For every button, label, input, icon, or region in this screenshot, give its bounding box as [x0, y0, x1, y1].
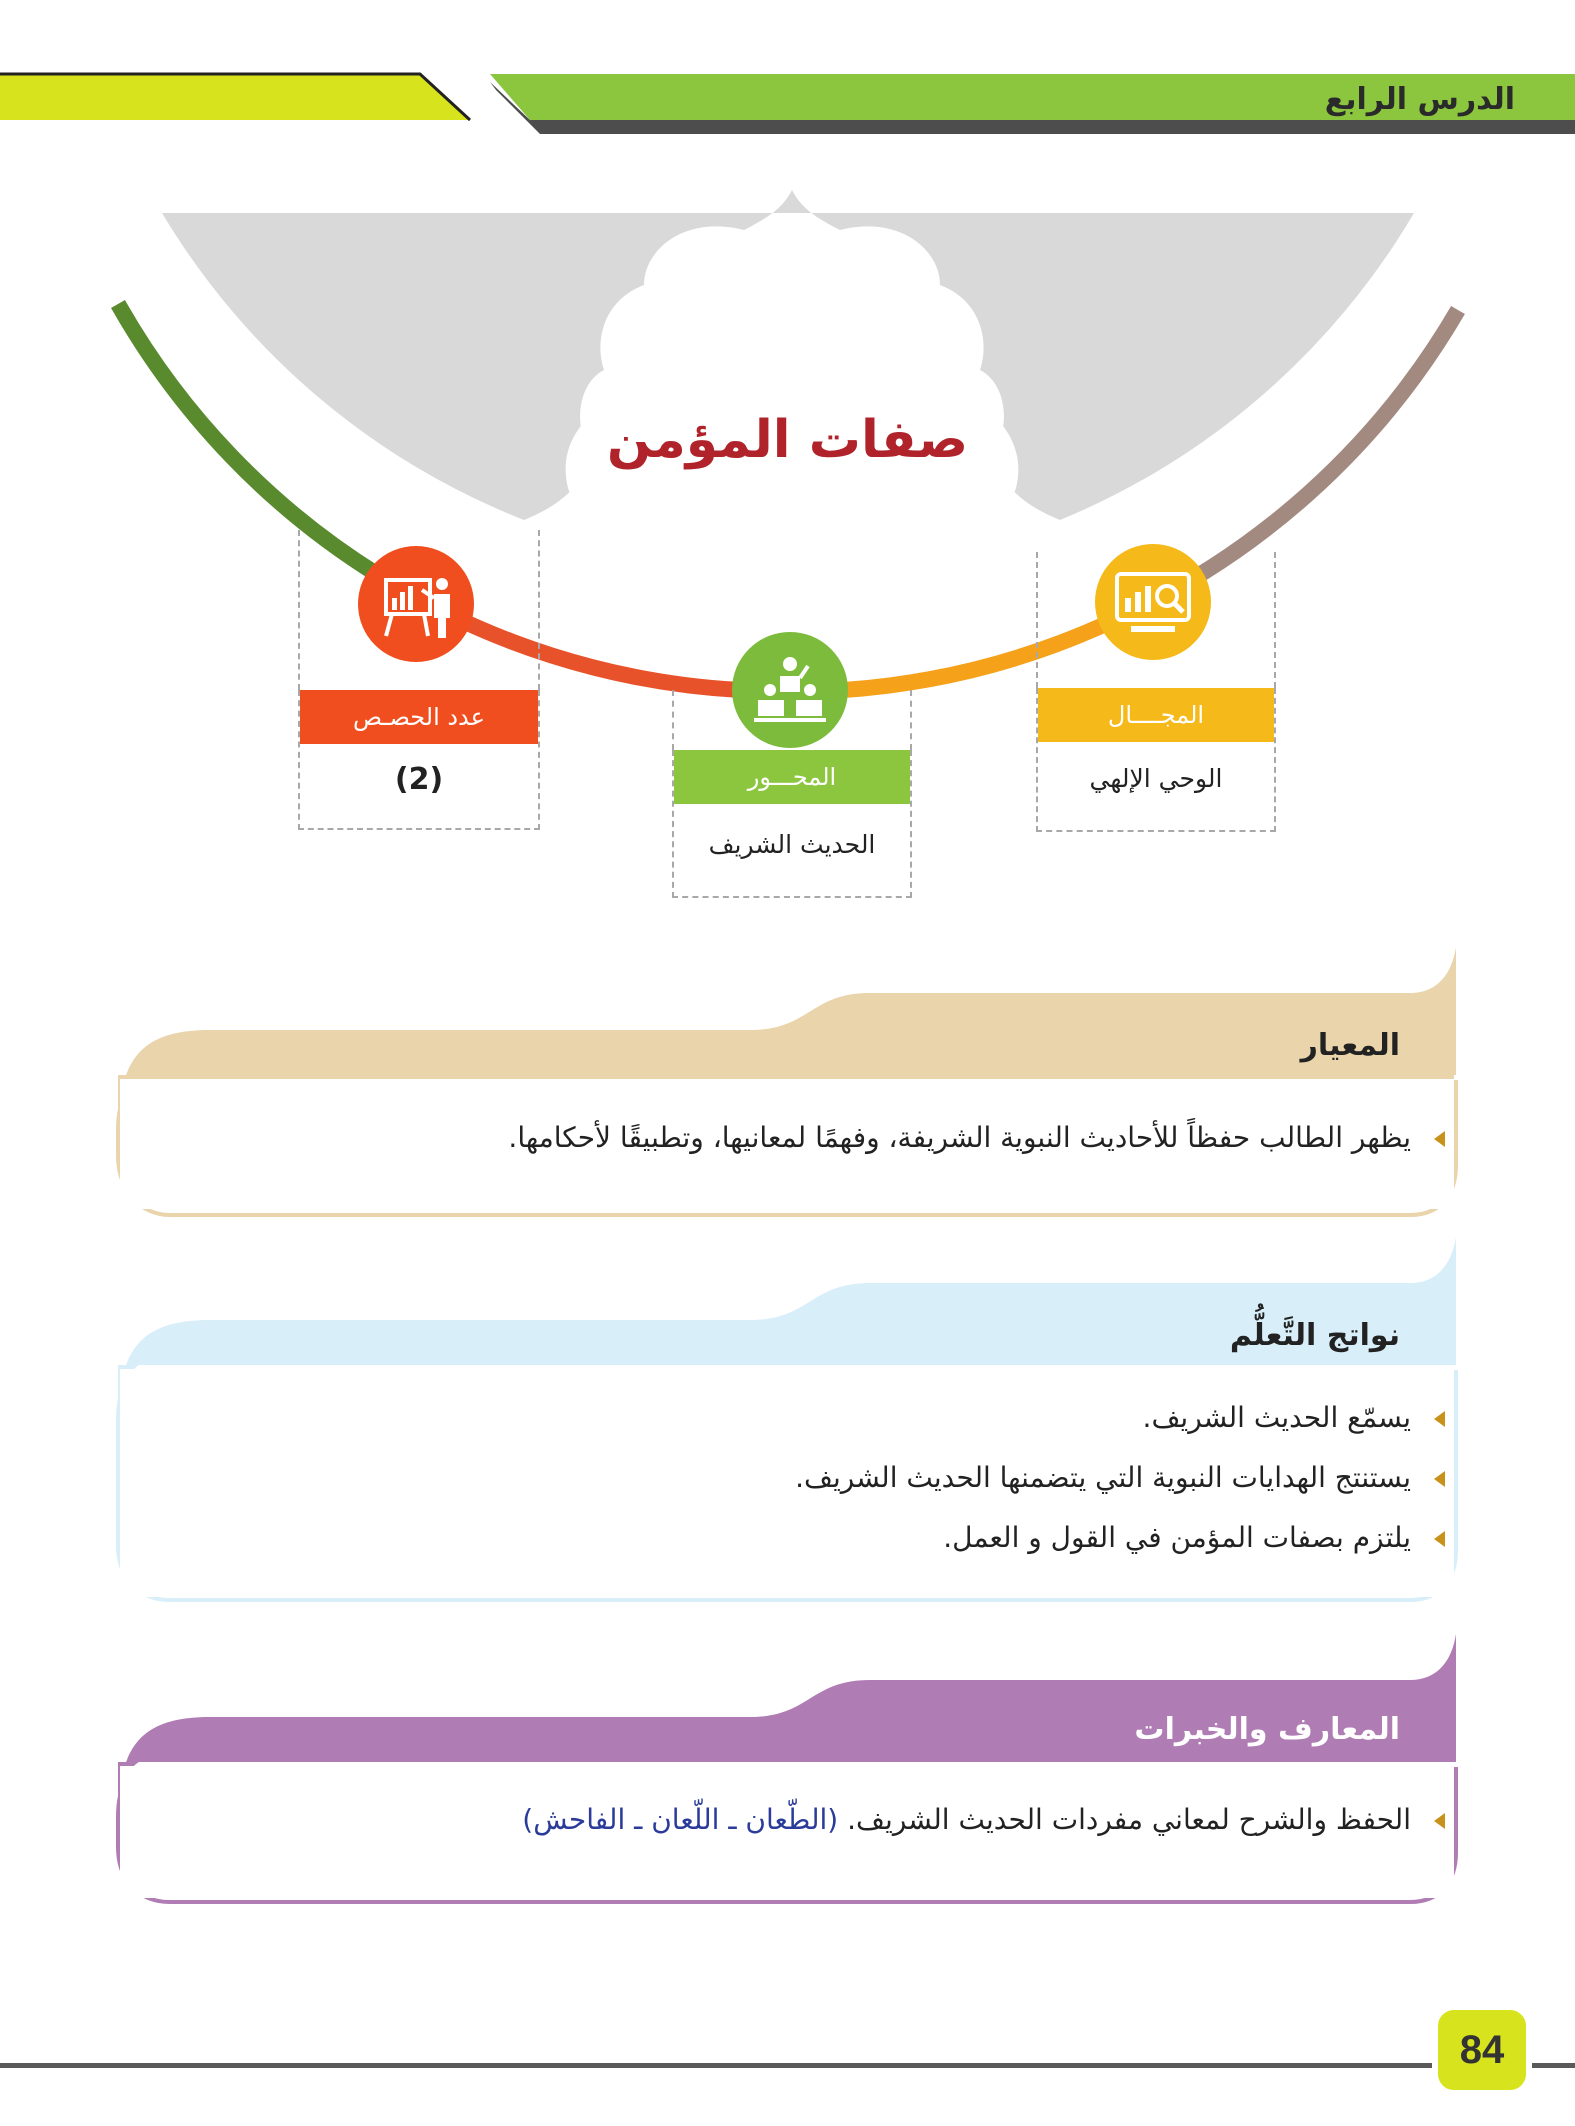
list-item: [245, 1108, 1445, 1168]
knowledge-panel-frame: [110, 1632, 1470, 1912]
list-item: [245, 1388, 1445, 1448]
knowledge-list: [245, 1790, 1445, 1850]
bullet-triangle-icon: [1434, 1131, 1445, 1147]
standard-item-text: يظهر الطالب حفظاً للأحاديث النبوية الشريفة، وفهمًا لمعانيها، وتطبيقًا لأحكامها.: [508, 1121, 1411, 1154]
lesson-label: الدرس الرابع: [1324, 82, 1515, 117]
lesson-title: صفات المؤمن: [606, 410, 969, 470]
sessions-box: [298, 690, 540, 830]
sessions-label: عدد الحصـص: [300, 690, 538, 744]
standard-title: المعيار: [1300, 1028, 1400, 1063]
standard-panel-frame: [110, 945, 1470, 1225]
outcome-item-text: يستنتج الهدايات النبوية التي يتضمنها الحديث الشريف.: [795, 1461, 1411, 1494]
axis-label: المحـــور: [674, 750, 910, 804]
bullet-triangle-icon: [1434, 1531, 1445, 1547]
knowledge-title: المعارف والخبرات: [1134, 1712, 1400, 1747]
axis-box: [672, 750, 912, 898]
presentation-icon: [358, 546, 474, 662]
analytics-monitor-icon: [1095, 544, 1211, 660]
standard-list: [245, 1108, 1445, 1168]
field-value: الوحي الإلهي: [1089, 764, 1223, 793]
field-label: المجــــال: [1038, 688, 1274, 742]
page-number: 84: [1432, 2004, 1532, 2096]
knowledge-item-highlight: (الطّعان ـ اللّعان ـ الفاحش): [522, 1803, 839, 1836]
outcomes-title: نواتج التَّعلُّم: [1229, 1318, 1400, 1353]
sessions-value: (2): [394, 762, 444, 797]
footer-line: [0, 2063, 1575, 2068]
list-item: [245, 1790, 1445, 1850]
discussion-group-icon: [732, 632, 848, 748]
field-box: [1036, 688, 1276, 832]
bullet-triangle-icon: [1434, 1813, 1445, 1829]
bullet-triangle-icon: [1434, 1471, 1445, 1487]
outcomes-list: [245, 1388, 1445, 1568]
list-item: [245, 1508, 1445, 1568]
knowledge-item-text: الحفظ والشرح لمعاني مفردات الحديث الشريف.: [847, 1803, 1411, 1836]
outcome-item-text: يلتزم بصفات المؤمن في القول و العمل.: [943, 1521, 1411, 1554]
bullet-triangle-icon: [1434, 1411, 1445, 1427]
axis-value: الحديث الشريف: [708, 830, 876, 859]
outcome-item-text: يسمّع الحديث الشريف.: [1142, 1401, 1411, 1434]
list-item: [245, 1448, 1445, 1508]
